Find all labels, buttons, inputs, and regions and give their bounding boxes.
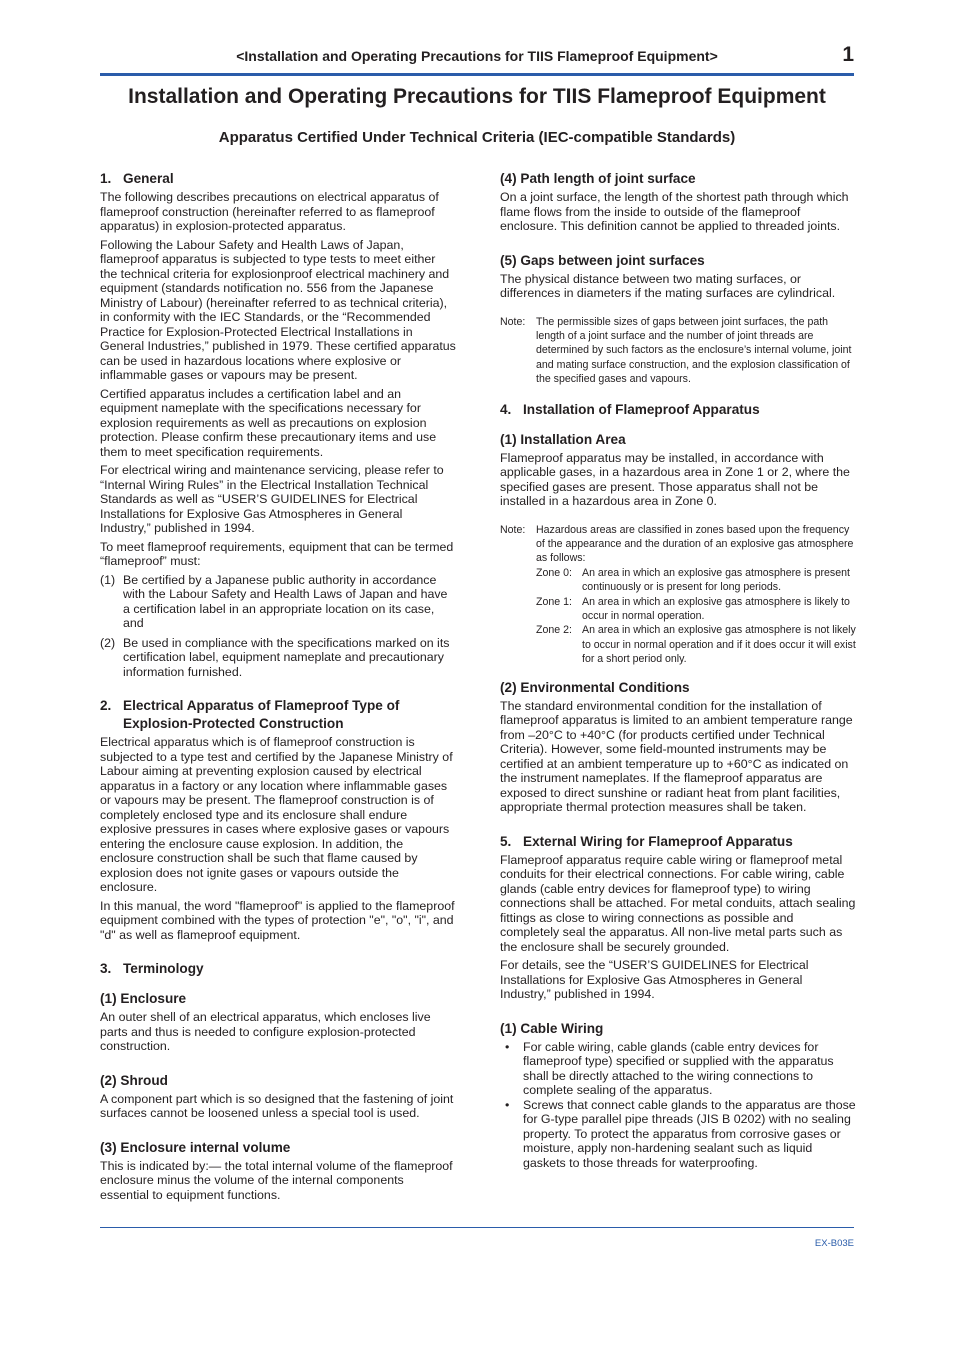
paragraph: A component part which is so designed that the fastening of joint surfaces cannot be loosened unless a special tool is used. xyxy=(100,1091,454,1120)
paragraph: Electrical apparatus which is of flameproof construction is subjected to a type test and certified by the Japanese Ministry of Labour aiming at preventing explosion caused by electrical apparatus in a factory or any location where inflammable gases or vapours may be present. The flameproof construction is of completely enclosed type and its enclosure shall endure explosive pressures in cases where explosive gases or vapours entering the enclosure cause explosion. In addition, the enclosure construction shall be such that flame caused by explosion does not ignite gases or vapours outside the enclosure. xyxy=(100,735,453,894)
zone-label: Zone 2: xyxy=(536,624,572,637)
paragraph: In this manual, the word "flameproof" is applied to the flameproof equipment combined with the types of protection "e", "o", "i", and "d" as well as flameproof equipment. xyxy=(100,898,455,942)
paragraph: For electrical wiring and maintenance servicing, please refer to “Internal Wiring Rules” in the Electrical Installation Technical Standards as well as “USER’S GUIDELINES for Electrical Installations for Explosive Gas Atmospheres in General Industry,” published in 1994. xyxy=(100,463,444,535)
zone-label: Zone 0: xyxy=(536,566,572,579)
subsection-heading-enclosure-internal-volume: (3) Enclosure internal volume xyxy=(100,1139,291,1155)
note-label: Note: xyxy=(500,315,526,328)
zone-label: Zone 1: xyxy=(536,595,572,608)
list-item xyxy=(500,1098,856,1171)
subsection-heading-environmental-conditions: (2) Environmental Conditions xyxy=(500,679,690,695)
paragraph: The standard environmental condition for the installation of flameproof apparatus is limited to an ambient temperature range from –20°C to +40°C (for products certified under Technical Criteria). However, some field-mounted instruments may be certified at an ambient temperature up to +60°C as indicated on the instrument nameplates. If the flameproof apparatus are exposed to direct sunshine or radiant heat from plant facilities, appropriate thermal protection measures shall be taken. xyxy=(500,698,853,815)
bullet-icon: • xyxy=(505,1097,510,1112)
section-heading-general xyxy=(100,170,456,188)
header-rule xyxy=(100,73,854,76)
list-item xyxy=(500,1040,856,1098)
subsection-heading-cable-wiring: (1) Cable Wiring xyxy=(500,1020,604,1036)
subsection-heading-enclosure: (1) Enclosure xyxy=(100,991,187,1006)
paragraph: Following the Labour Safety and Health Laws of Japan, flameproof apparatus is subjected to type tests to meet either the technical criteria for explosionproof electrical machinery and equipment (standards notification no. 556 from the Japanese Ministry of Labour) (hereinafter referred to as technical criteria), in conformity with the IEC Standards, or the “Recommended Practice for Explosion-Protected Electrical Installations in General Industries,” published in 1979. These certified apparatus can be used in hazardous locations where explosive or inflammable gases or vapours may be present. xyxy=(100,237,456,382)
paragraph: Flameproof apparatus require cable wiring or flameproof metal conduits for their electrical connections. For cable wiring, cable glands (cable entry devices for flameproof type) to wiring connections shall be attached. For metal conduits, attach sealing fittings as close to wiring connections as possible and completely seal the apparatus. All non-live metal parts such as the enclosure shall be securely grounded. xyxy=(500,852,856,954)
list-text: For cable wiring, cable glands (cable entry devices for flameproof type) specified or supplied with the apparatus shall be directly attached to the wiring connections to complete sealing of the apparatus. xyxy=(523,1039,834,1098)
list-text: Be certified by a Japanese public authority in accordance with the Labour Safety and Health Laws of Japan and have a certification label in an appropriate location on its case, and xyxy=(123,572,448,630)
zone-text: An area in which an explosive gas atmosphere is present continuously or is present for long periods. xyxy=(582,566,850,594)
list-item xyxy=(100,636,456,680)
zone-text: An area in which an explosive gas atmosphere is likely to occur in normal operation. xyxy=(582,595,850,622)
section-heading-external-wiring xyxy=(500,833,856,851)
note-gaps xyxy=(500,315,856,387)
note-text: Hazardous areas are classified in zones based upon the frequency of the appearance and the duration of an explosive gas atmosphere as follows: xyxy=(536,523,854,565)
list-text: Screws that connect cable glands to the apparatus are those for G-type parallel pipe threads (JIS B 0202) with no sealing property. To protect the apparatus from corrosive gases or moisture, apply non-hardening sealant such as liquid gaskets to those threads for waterproofing. xyxy=(523,1097,856,1170)
section-number: 1. xyxy=(100,171,112,186)
section-title: Electrical Apparatus of Flameproof Type of Explosion-Protected Construction xyxy=(123,698,400,731)
section-number: 3. xyxy=(100,961,112,976)
note-text: The permissible sizes of gaps between joint surfaces, the path length of a joint surface and the number of joint threads are determined by such factors as the enclosure’s internal volume, joint and mating surface construction, and the explosion classification of the specified gases and vapours. xyxy=(536,315,852,386)
list-marker: (1) xyxy=(100,572,116,587)
zone-text: An area in which an explosive gas atmosphere is not likely to occur in normal operation and if it does occur it will exist for a short period only. xyxy=(582,624,856,666)
paragraph: The following describes precautions on electrical apparatus of flameproof construction (hereinafter referred to as flameproof apparatus) in explosion-protected apparatus. xyxy=(100,190,439,233)
section-number: 2. xyxy=(100,698,112,713)
paragraph: Flameproof apparatus may be installed, in accordance with applicable gases, in a hazardous area in Zone 1 or 2, where the specified gases are present. Those apparatus shall not be installed in a hazardous area in Zone 0. xyxy=(500,450,850,509)
section-title: Installation of Flameproof Apparatus xyxy=(523,401,760,417)
running-header: <Installation and Operating Precautions for TIIS Flameproof Equipment> xyxy=(236,48,718,64)
zone-item xyxy=(536,566,856,595)
section-number: 5. xyxy=(500,833,512,849)
page-number: 1 xyxy=(842,43,854,66)
subsection-heading-gaps: (5) Gaps between joint surfaces xyxy=(500,252,705,268)
subsection-heading-path-length: (4) Path length of joint surface xyxy=(500,171,696,186)
paragraph: For details, see the “USER’S GUIDELINES for Electrical Installations for Explosive Gas Atmospheres in General Industry,” published in 1994. xyxy=(500,958,809,1002)
list-item xyxy=(100,573,456,631)
paragraph: Certified apparatus includes a certification label and an equipment nameplate with the specifications necessary for explosion requirements as well as precautions on explosion protection. Please confirm these precautionary items and use them to meet specification requirements. xyxy=(100,386,437,459)
zone-item xyxy=(536,623,856,666)
section-title: General xyxy=(123,171,174,186)
section-number: 4. xyxy=(500,401,512,417)
section-heading-installation xyxy=(500,401,856,419)
document-code: EX-B03E xyxy=(814,1238,854,1249)
paragraph: This is indicated by:— the total internal volume of the flameproof enclosure minus the volume of the internal components essential to equipment functions. xyxy=(100,1158,453,1202)
section-title: External Wiring for Flameproof Apparatus xyxy=(523,833,793,849)
page-title: Installation and Operating Precautions for TIIS Flameproof Equipment xyxy=(128,85,826,108)
subsection-heading-shroud: (2) Shroud xyxy=(100,1072,168,1088)
list-marker: (2) xyxy=(100,635,116,650)
paragraph: To meet flameproof requirements, equipment that can be termed “flameproof” must: xyxy=(100,539,454,568)
paragraph: The physical distance between two mating surfaces, or differences in diameters if the mating surfaces are cylindrical. xyxy=(500,271,836,300)
footer-rule xyxy=(100,1227,854,1228)
note-zones xyxy=(500,523,856,667)
paragraph: On a joint surface, the length of the shortest path through which flame flows from the inside to outside of the flameproof enclosure. This definition cannot be applied to threaded joints. xyxy=(500,190,849,233)
subsection-heading-installation-area: (1) Installation Area xyxy=(500,431,626,447)
right-column xyxy=(500,170,856,1170)
note-label: Note: xyxy=(500,523,526,536)
left-column xyxy=(100,170,456,1206)
paragraph: An outer shell of an electrical apparatus, which encloses live parts and thus is needed to configure explosion-protected construction. xyxy=(100,1010,431,1053)
bullet-icon: • xyxy=(505,1039,510,1054)
section-heading-electrical-apparatus xyxy=(100,697,456,733)
page-subtitle: Apparatus Certified Under Technical Criteria (IEC-compatible Standards) xyxy=(218,129,736,146)
section-heading-terminology xyxy=(100,960,456,978)
zone-item xyxy=(536,595,856,624)
list-text: Be used in compliance with the specifications marked on its certification label, equipment nameplate and precautionary information furnished. xyxy=(123,635,450,679)
section-title: Terminology xyxy=(123,961,204,976)
